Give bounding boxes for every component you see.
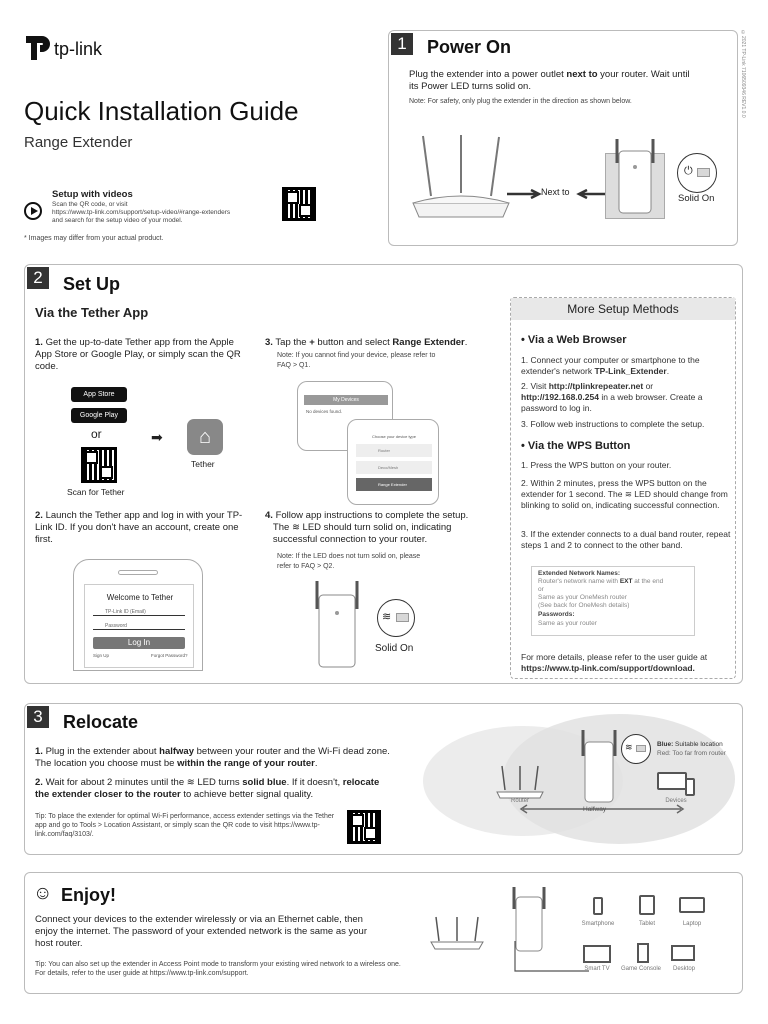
step-4-note-2: refer to FAQ > Q2. <box>277 563 335 570</box>
more-details-link[interactable]: https://www.tp-link.com/support/download. <box>521 663 695 673</box>
section-title: Relocate <box>63 712 139 732</box>
relocate-step-1: 1. Plug in the extender about halfway between your router and the Wi-Fi dead zone. The location you choose must be within the range of your router. <box>35 746 390 769</box>
extender-illustration <box>577 728 621 804</box>
arrow-right-icon: ➡ <box>151 429 163 445</box>
enjoy-panel <box>24 872 743 994</box>
desktop-icon <box>671 945 695 961</box>
or-label: or <box>91 427 102 441</box>
router-illustration <box>409 131 519 221</box>
arrow-left-icon <box>575 189 605 199</box>
smart-tv-icon <box>583 945 611 963</box>
video-text-3: and search for the setup video of your model. <box>52 217 183 224</box>
zoom-circle <box>677 153 717 193</box>
arrow-right-icon <box>507 189 545 199</box>
ext-names-line-1: Router's network name with EXT at the end <box>538 578 664 585</box>
via-tether-heading: Via the Tether App <box>35 305 149 320</box>
extender-illustration <box>611 137 659 217</box>
router-illustration <box>429 915 485 951</box>
brand-name: tp-link <box>54 39 103 59</box>
relocate-panel <box>24 703 743 855</box>
video-text-1: Scan the QR code, or visit <box>52 201 128 208</box>
login-phone-mockup <box>73 559 203 671</box>
more-details-text: For more details, please refer to the user guide at <box>521 652 708 662</box>
step-4: 4. Follow app instructions to complete the setup. The ≋ LED should turn solid on, indicating successful connection to your router. <box>265 510 469 545</box>
laptop-icon <box>657 772 687 790</box>
devices-label: Devices <box>665 798 687 804</box>
device-game-console: Game Console <box>620 966 662 972</box>
game-console-icon <box>637 943 649 963</box>
disclaimer: * Images may differ from your actual product. <box>24 235 164 242</box>
ethernet-cable <box>511 939 591 979</box>
web-step-2: 2. Visit http://tplinkrepeater.net or http://192.168.0.254 in a web browser. Create a password to log in. <box>521 381 703 413</box>
wifi-icon: ≋ <box>291 522 300 533</box>
no-devices-text: No devices found. <box>306 409 343 414</box>
passwords-value: Same as your router <box>538 620 597 627</box>
login-button[interactable]: Log In <box>93 637 185 649</box>
type-mesh[interactable]: Deco/Mesh <box>356 461 432 474</box>
step-4-note-1: Note: If the LED does not turn solid on, please <box>277 553 421 560</box>
wps-step-3: 3. If the extender connects to a dual band router, repeat steps 1 and 2 to connect to the other band. <box>521 529 731 550</box>
tether-label: Tether <box>191 459 215 469</box>
router-illustration <box>495 764 545 800</box>
setup-panel <box>24 264 743 684</box>
ext-names-line-3: (See back for OneMesh details) <box>538 602 630 609</box>
relocate-tip: Tip: To place the extender for optimal Wi-Fi performance, access extender settings via the Tether app and go to Tools > Location Assistant, or simply scan the QR code to visit https://www.tp-link.com/faq/3103/. <box>35 813 335 838</box>
relocate-step-2: 2. Wait for about 2 minutes until the ≋ LED turns solid blue. If it doesn't, relocate the extender closer to the router to achieve better signal quality. <box>35 777 380 800</box>
next-to-label: Next to <box>541 187 570 197</box>
video-heading: Setup with videos <box>52 189 133 200</box>
ext-names-heading: Extended Network Names: <box>538 570 620 577</box>
wps-heading: • Via the WPS Button <box>521 440 631 452</box>
ext-names-line-2: Same as your OneMesh router <box>538 594 627 601</box>
laptop-icon <box>679 897 705 913</box>
forgot-password-link[interactable]: Forgot Password? <box>151 653 188 658</box>
power-on-text: Plug the extender into a power outlet next to your router. Wait until its Power LED turns solid on. <box>409 69 690 92</box>
power-on-panel <box>388 30 738 246</box>
video-qr-code[interactable] <box>282 187 316 221</box>
enjoy-text: Connect your devices to the extender wirelessly or via an Ethernet cable, then enjoy the internet. The password of your extended network is the same as your host router. <box>35 914 367 949</box>
power-on-note: Note: For safety, only plug the extender in the direction as shown below. <box>409 98 632 105</box>
smile-icon: ☺ <box>33 883 53 904</box>
device-smartphone: Smartphone <box>581 921 615 927</box>
type-extender[interactable]: Range Extender <box>356 478 432 491</box>
ext-or: or <box>538 586 544 593</box>
wifi-icon: ≋ <box>186 777 195 788</box>
tether-qr-code[interactable] <box>81 447 117 483</box>
led-zoom-circle <box>621 734 651 764</box>
web-step-1: 1. Connect your computer or smartphone to the extender's network TP-Link_Extender. <box>521 355 700 376</box>
section-title: Enjoy! <box>61 885 117 905</box>
tp-link-logo <box>24 34 144 64</box>
led-zoom-circle <box>377 599 415 637</box>
phone-icon <box>685 778 695 796</box>
device-desktop: Desktop <box>672 966 695 972</box>
web-browser-heading: • Via a Web Browser <box>521 334 627 346</box>
section-title: Power On <box>427 37 512 57</box>
tp-link-logo-icon <box>24 34 50 62</box>
section-number: 2 <box>27 267 49 289</box>
power-icon: ⏻ <box>684 165 693 177</box>
page-title: Quick Installation Guide <box>24 96 299 126</box>
welcome-title: Welcome to Tether <box>106 593 174 602</box>
device-type-screen <box>347 419 439 505</box>
halfway-label: Halfway <box>583 806 607 813</box>
wifi-icon: ≋ <box>382 611 392 623</box>
type-router[interactable]: Router <box>356 444 432 457</box>
sign-up-link[interactable]: Sign Up <box>93 653 110 658</box>
device-tablet: Tablet <box>638 921 655 927</box>
more-methods-title: More Setup Methods <box>511 298 735 320</box>
side-code: ©2021 TP-Link 7106509346 REV1.0.0 <box>740 30 746 118</box>
wps-step-1: 1. Press the WPS button on your router. <box>521 460 672 470</box>
video-link[interactable]: https://www.tp-link.com/support/setup-video/#range-extenders <box>52 209 231 216</box>
scan-for-tether-label: Scan for Tether <box>67 487 125 497</box>
step-3: 3. Tap the + button and select Range Extender. <box>265 337 468 348</box>
choose-type-text: Choose your device type <box>371 434 417 439</box>
wifi-icon: ≋ <box>624 489 632 499</box>
network-names-box <box>531 566 695 636</box>
solid-on-label: Solid On <box>375 643 414 654</box>
my-devices-header: My Devices <box>304 395 388 405</box>
step-3-note-1: Note: If you cannot find your device, please refer to <box>277 352 436 359</box>
solid-on-label: Solid On <box>678 193 715 204</box>
web-step-3: 3. Follow web instructions to complete the setup. <box>521 419 705 429</box>
wifi-led <box>636 745 646 752</box>
tablet-icon <box>639 895 655 915</box>
enjoy-tip: Tip: You can also set up the extender in Access Point mode to transform your existing wired network to a wireless one. For details, refer to the user guide at https://www.tp-link.com/support. <box>35 961 401 977</box>
section-number: 1 <box>391 33 413 55</box>
id-field[interactable]: TP-Link ID (Email) <box>93 609 185 616</box>
step-2: 2. Launch the Tether app and log in with your TP-Link ID. If you don't have an account, create one first. <box>35 510 243 545</box>
wps-step-2: 2. Within 2 minutes, press the WPS button on the extender for 1 second. The ≋ LED should change from blinking to solid on, indicating successful connection. <box>521 478 728 510</box>
section-number: 3 <box>27 706 49 728</box>
passwords-heading: Passwords: <box>538 611 575 618</box>
more-methods-box <box>510 297 736 679</box>
power-led <box>697 168 710 177</box>
wifi-led <box>396 613 409 622</box>
wifi-icon: ≋ <box>625 742 633 752</box>
app-store-button[interactable]: App Store <box>71 387 127 402</box>
tether-app-icon[interactable]: ⌂ <box>187 419 223 455</box>
step-1: 1. Get the up-to-date Tether app from the Apple App Store or Google Play, or simply scan the QR code. <box>35 337 241 372</box>
device-laptop: Laptop <box>682 921 702 927</box>
device-smart-tv: Smart TV <box>584 966 610 972</box>
play-icon <box>24 202 42 220</box>
page-subtitle: Range Extender <box>24 134 133 151</box>
led-legend: Blue: Suitable location Red: Too far from router <box>657 741 726 757</box>
smartphone-icon <box>593 897 603 915</box>
password-field[interactable]: Password <box>93 623 185 630</box>
router-label: Router <box>510 798 529 804</box>
relocate-qr-code[interactable] <box>347 810 381 844</box>
step-3-note-2: FAQ > Q1. <box>277 362 311 369</box>
extender-illustration <box>309 579 365 671</box>
google-play-button[interactable]: Google Play <box>71 408 127 423</box>
section-title: Set Up <box>63 274 121 294</box>
